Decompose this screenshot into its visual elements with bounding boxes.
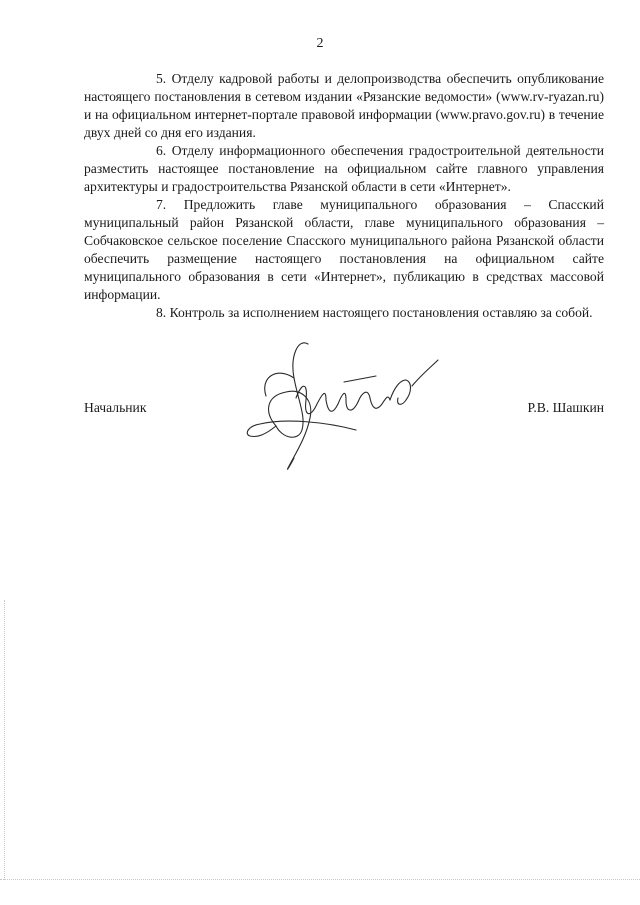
bottom-scan-line xyxy=(0,879,640,881)
paragraph-text: Отделу кадровой работы и делопроизводства обеспечить опубликование настоящего постановления в сетевом издании «Рязанские ведомости» (www.rv-ryazan.ru) и на официальном интернет-портале правовой информации (www.pravo.gov.ru) в течение двух дней со дня его издания. xyxy=(84,71,605,140)
paragraph-8 xyxy=(84,304,604,322)
document-body xyxy=(84,70,604,322)
paragraph-number: 6. xyxy=(156,143,167,158)
paragraph-6 xyxy=(84,142,604,196)
signatory-name: Р.В. Шашкин xyxy=(527,400,604,415)
paragraph-text: Контроль за исполнением настоящего постановления оставляю за собой. xyxy=(169,305,593,320)
signatory-title: Начальник xyxy=(84,400,147,415)
page-number: 2 xyxy=(316,36,324,51)
paragraph-5 xyxy=(84,70,604,142)
scan-edge-artifact xyxy=(4,600,6,880)
paragraph-7 xyxy=(84,196,604,304)
paragraph-number: 8. xyxy=(156,305,167,320)
paragraph-number: 5. xyxy=(156,71,167,86)
paragraph-text: Отделу информационного обеспечения градостроительной деятельности разместить настоящее постановление на официальном сайте главного управления архитектуры и градостроительства Рязанской области в сети «Интернет». xyxy=(84,143,604,194)
handwritten-signature xyxy=(236,326,446,476)
paragraph-text: Предложить главе муниципального образования – Спасский муниципальный район Рязанской области, главе муниципального образования – Собчаковское сельское поселение Спасского муниципального района Рязанской области обеспечить размещение настоящего постановления на официальном сайте муниципального образования в сети «Интернет», публикацию в средствах массовой информации. xyxy=(84,197,604,302)
paragraph-number: 7. xyxy=(156,197,167,212)
